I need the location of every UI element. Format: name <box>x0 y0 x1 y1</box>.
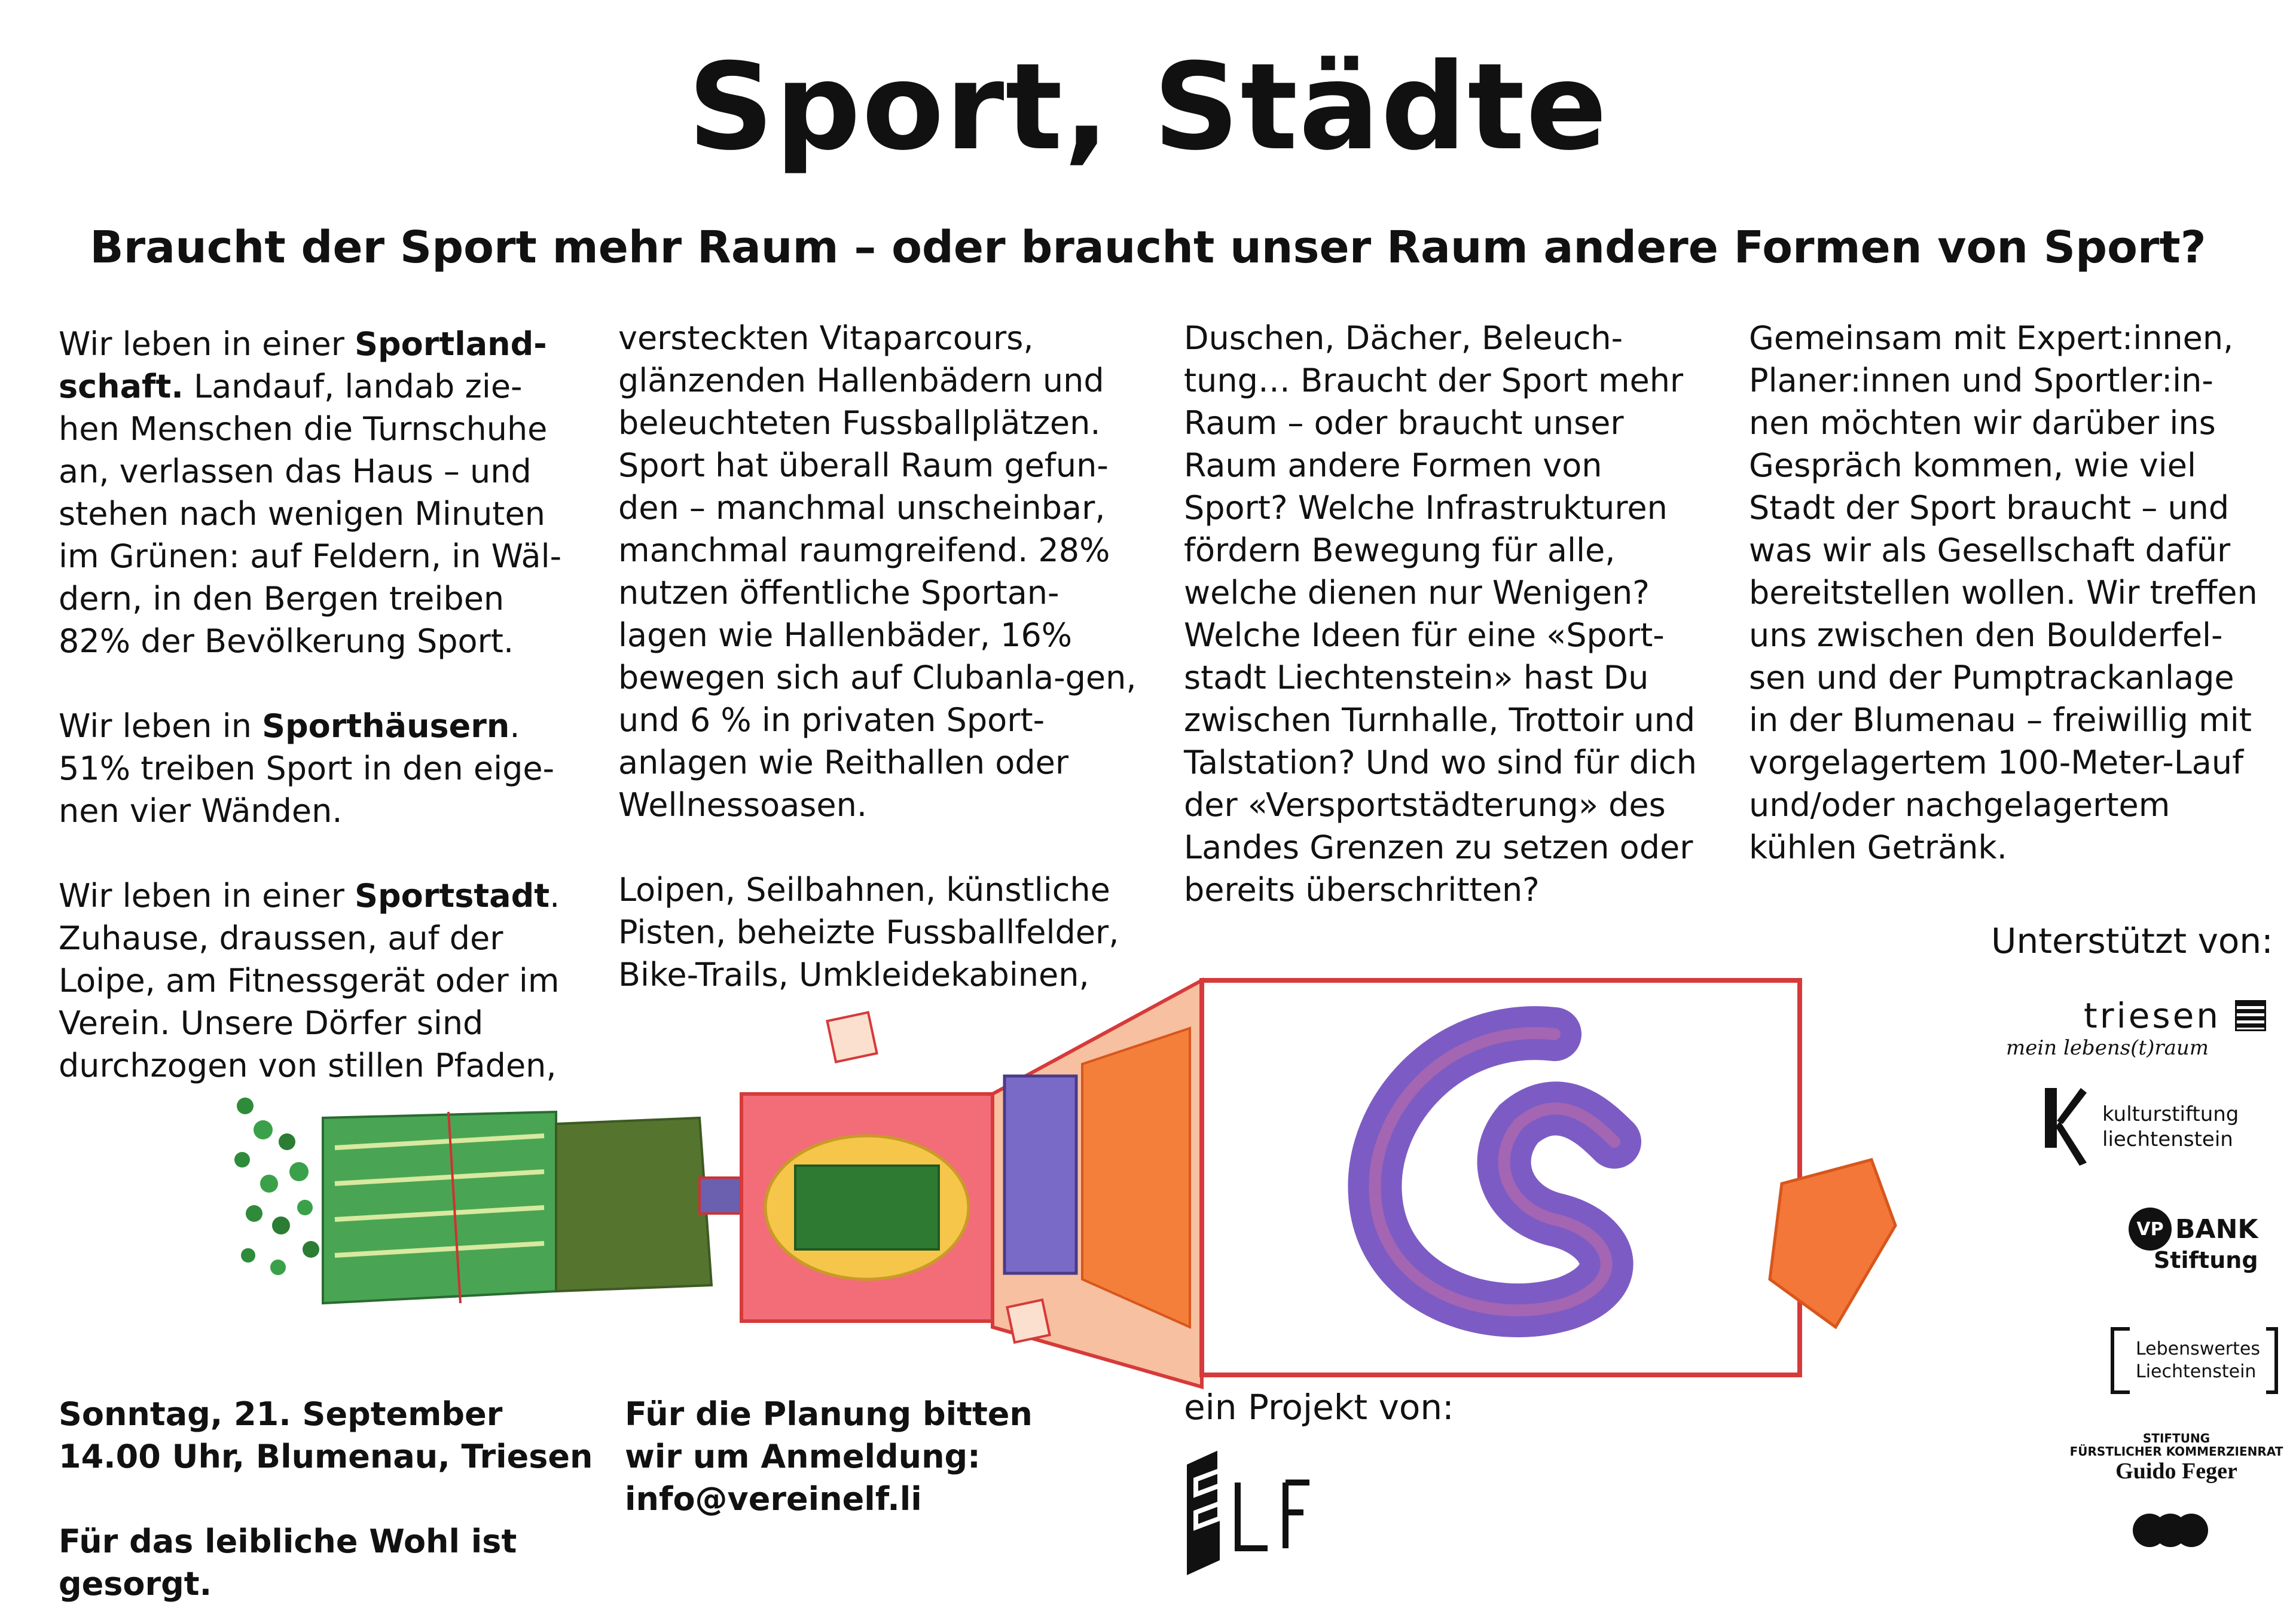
text-column-3 <box>1184 317 1704 953</box>
keyword-sportstadt: Sportstadt <box>355 877 550 915</box>
registration-line-2: wir um Anmeldung: <box>625 1438 981 1475</box>
kulturstiftung-k-icon <box>2045 1088 2087 1166</box>
event-info <box>59 1393 593 1605</box>
registration-email[interactable]: info@vereinelf.li <box>625 1480 922 1518</box>
text: Landauf, landab zie-hen Menschen die Turnschuhe an, verlassen das Haus – und stehen nach wenigen Minuten im Grünen: auf Feldern, in Wäl-dern, in den Bergen treiben 82% der Bevölkerung Sport. <box>59 368 562 660</box>
triesen-logo <box>2006 995 2266 1060</box>
text: . 51% treiben Sport in den eige-nen vier Wänden. <box>59 707 555 830</box>
feger-line-3: Guido Feger <box>2115 1459 2237 1484</box>
guido-feger-logo <box>2069 1432 2284 1484</box>
kulturstiftung-logo <box>2045 1088 2239 1166</box>
sport-city-illustration <box>221 945 1937 1411</box>
catering-line-2: gesorgt. <box>59 1565 212 1603</box>
sponsors-label: Unterstützt von: <box>1991 921 2273 961</box>
triesen-name: triesen <box>2084 995 2221 1036</box>
vp-circle-icon: VP <box>2129 1208 2172 1251</box>
text-column-4 <box>1749 317 2269 911</box>
lebenswertes-logo <box>2111 1327 2278 1394</box>
pitch-dark <box>556 1118 712 1291</box>
paragraph-gespraech: Gemeinsam mit Expert:innen, Planer:innen und Sportler:in-nen möchten wir darüber ins Gespräch kommen, wie viel Stadt der Sport braucht – und was wir als Gesellschaft dafür bereitstellen wollen. Wir treffen uns zwischen den Boulderfel-sen und der Pumptrackanlage in der Blumenau – freiwillig mit vorgelagertem 100-Meter-Lauf und/oder nachgelagertem kühlen Getränk. <box>1749 319 2258 866</box>
keyword-sporthaeuser: Sporthäusern <box>262 707 510 745</box>
paragraph-fragen: Duschen, Dächer, Beleuch-tung… Braucht der Sport mehr Raum – oder braucht unser Raum andere Formen von Sport? Welche Infrastrukturen fördern Bewegung für alle, welche dienen nur Wenigen? Welche Ideen für eine «Sport-stadt Liechtenstein» hast Du zwischen Turnhalle, Trottoir und Talstation? Und wo sind für dich der «Versportstädterung» des Landes Grenzen zu setzen oder bereits überschritten? <box>1184 319 1697 909</box>
text: Wir leben in einer <box>59 325 355 363</box>
paragraph-sportlandschaft <box>59 323 579 662</box>
paragraph-sporthaeuser <box>59 705 579 832</box>
kultur-line-1: kulturstiftung <box>2102 1102 2239 1126</box>
feger-line-2: FÜRSTLICHER KOMMERZIENRAT <box>2069 1444 2283 1459</box>
text: . Zuhause, draussen, auf der Loipe, am Fitnessgerät oder im Verein. Unsere Dörfer sind durchzogen von stillen Pfaden, <box>59 877 560 1084</box>
vpbank-logo <box>2129 1208 2258 1273</box>
text: Wir leben in einer <box>59 877 355 915</box>
text: Wir leben in <box>59 707 262 745</box>
vp-bank-text: BANK <box>2175 1214 2258 1245</box>
paragraph-sportanlagen: versteckten Vitaparcours, glänzenden Hallenbädern und beleuchteten Fussballplätzen. Sport hat überall Raum gefun-den – manchmal unscheinbar, manchmal raumgreifend. 28% nutzen öffentliche Sportan-lagen wie Hallenbäder, 16% bewegen sich auf Clubanla-gen, und 6 % in privaten Sport-anlagen wie Reithallen oder Wellnessoasen. <box>618 319 1137 824</box>
sponsor-circles-logo <box>2132 1512 2209 1548</box>
kultur-line-2: liechtenstein <box>2102 1127 2233 1151</box>
page-subtitle: Braucht der Sport mehr Raum – oder braucht unser Raum andere Formen von Sport? <box>90 222 2206 273</box>
connector-block <box>700 1178 741 1214</box>
event-date: Sonntag, 21. September <box>59 1395 503 1433</box>
registration-info <box>625 1393 1033 1520</box>
lebenswertes-bracket-right-icon <box>2266 1327 2278 1394</box>
text-column-2 <box>618 317 1138 1038</box>
lebens-line-1: Lebenswertes <box>2136 1338 2260 1359</box>
triesen-tagline: mein lebens(t)raum <box>2006 1036 2209 1060</box>
triesen-emblem-icon <box>2235 1000 2266 1031</box>
project-label: ein Projekt von: <box>1184 1387 1454 1428</box>
catering-line-1: Für das leibliche Wohl ist <box>59 1523 517 1560</box>
page-title: Sport, Städte <box>688 38 1608 177</box>
paragraph-infrastruktur: Loipen, Seilbahnen, künstliche Pisten, beheizte Fussballfelder, Bike-Trails, Umkleidekabinen, <box>618 871 1119 994</box>
registration-line-1: Für die Planung bitten <box>625 1395 1033 1433</box>
lebenswertes-bracket-icon <box>2111 1327 2130 1394</box>
vp-stiftung-text: Stiftung <box>2153 1247 2258 1273</box>
elf-logo <box>1184 1447 1315 1578</box>
feger-line-1: STIFTUNG <box>2142 1431 2210 1445</box>
event-time-place: 14.00 Uhr, Blumenau, Triesen <box>59 1438 593 1475</box>
keyword-sportlandschaft: Sportland-schaft. <box>59 325 547 405</box>
lebens-line-2: Liechtenstein <box>2136 1361 2257 1382</box>
